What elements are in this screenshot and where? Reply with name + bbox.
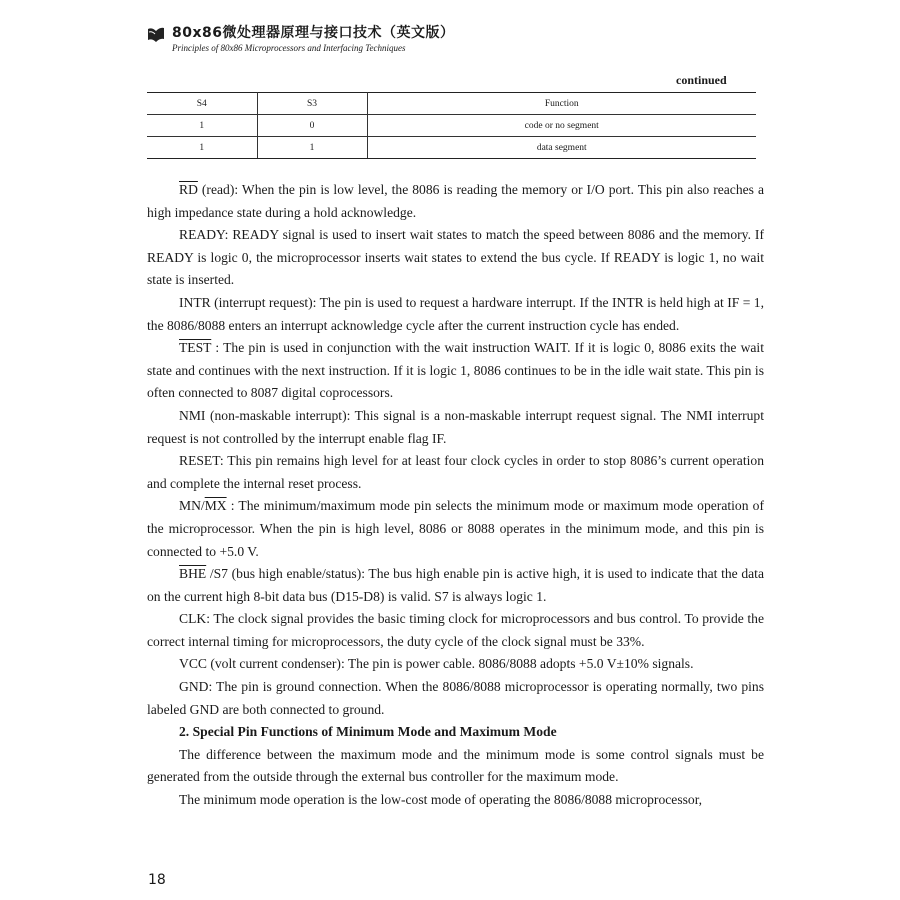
section-heading: 2. Special Pin Functions of Minimum Mode and Maximum Mode — [179, 724, 557, 740]
book-logo-icon — [146, 25, 166, 43]
paragraph-difference: The difference between the maximum mode and the minimum mode is some control signals must be generated from the outside through the external bus controller for the maximum mode. — [147, 746, 764, 785]
paragraph-clk: CLK: The clock signal provides the basic timing clock for microprocessors and bus control. To provide the correct internal timing for microprocessors, the duty cycle of the clock signal must be 33%. — [147, 611, 764, 649]
paragraph-vcc: VCC (volt current condenser): The pin is power cable. 8086/8088 adopts +5.0 V±10% signals. — [179, 656, 694, 672]
rd-signal: $\overline{RD}$ — [179, 182, 198, 197]
table-row — [147, 115, 756, 137]
table-cell: data segment — [367, 137, 756, 159]
book-title: 80x86微处理器原理与接口技术（英文版） — [172, 25, 455, 41]
page-number: 18 — [148, 872, 166, 888]
paragraph-bhe: $\overline{BHE}$ /S7 (bus high enable/status): The bus high enable pin is active high, it is used to indicate that the data on the current high 8-bit data bus (D15-D8) is valid. S7 is always logic 1. — [147, 566, 764, 604]
paragraph-gnd: GND: The pin is ground connection. When the 8086/8088 microprocessor is operating normally, two pins labeled GND are both connected to ground. — [147, 679, 764, 717]
table-cell: code or no segment — [367, 115, 756, 137]
paragraph-minimum-mode: The minimum mode operation is the low-cost mode of operating the 8086/8088 microprocessor, — [179, 792, 703, 808]
paragraph-mnmx: $MN/\overline{MX}$ : The minimum/maximum mode pin selects the minimum mode or maximum mode operation of the microprocessor. When the pin is high level, 8086 or 8088 operates in the minimum mode, and this pin is connected to +5.0 V. — [147, 498, 764, 559]
paragraph-test: TEST : The pin is used in conjunction with the wait instruction WAIT. If it is logic 0, 8086 exits the wait state and continues with the next instruction. If it is logic 1, 8086 continues to be in the idle wait state. This pin is often connected to 8087 digital coprocessors. — [147, 340, 764, 401]
table-cell: 1 — [257, 137, 367, 159]
bhe-signal: $\overline{BHE}$ — [179, 566, 207, 582]
table-cell: 1 — [147, 115, 257, 137]
book-subtitle: Principles of 80x86 Microprocessors and Interfacing Techniques — [172, 43, 406, 53]
paragraph-rd: $\overline{RD}$ (read): When the pin is low level, the 8086 is reading the memory or I/O port. This pin also reaches a high impedance state during a hold acknowledge. — [147, 182, 764, 220]
mx-signal: $\overline{MX}$ — [204, 498, 227, 514]
table-cell: 1 — [147, 137, 257, 159]
table-row — [147, 137, 756, 159]
table-cell: 0 — [257, 115, 367, 137]
paragraph-intr: INTR (interrupt request): The pin is used to request a hardware interrupt. If the INTR is held high at IF = 1, the 8086/8088 enters an interrupt acknowledge cycle after the current instruction cycle has ended. — [147, 294, 764, 333]
segment-table — [147, 92, 756, 159]
paragraph-ready: READY: READY signal is used to insert wait states to match the speed between 8086 and the memory. If READY is logic 0, the microprocessor inserts wait states to extend the bus cycle. If READY is logic 1, no wait state is inserted. — [147, 227, 764, 288]
test-signal: TEST — [179, 340, 212, 356]
body-text — [147, 179, 764, 812]
paragraph-reset: RESET: This pin remains high level for at least four clock cycles in order to stop 8086’s current operation and complete the internal reset process. — [147, 453, 764, 491]
paragraph-nmi: NMI (non-maskable interrupt): This signal is a non-maskable interrupt request signal. The NMI interrupt request is not controlled by the interrupt enable flag IF. — [147, 407, 764, 446]
column-header: S3 — [257, 93, 367, 115]
column-header: S4 — [147, 93, 257, 115]
table-header-row — [147, 93, 756, 115]
table-continued-label: continued — [676, 73, 727, 87]
column-header: Function — [367, 93, 756, 115]
